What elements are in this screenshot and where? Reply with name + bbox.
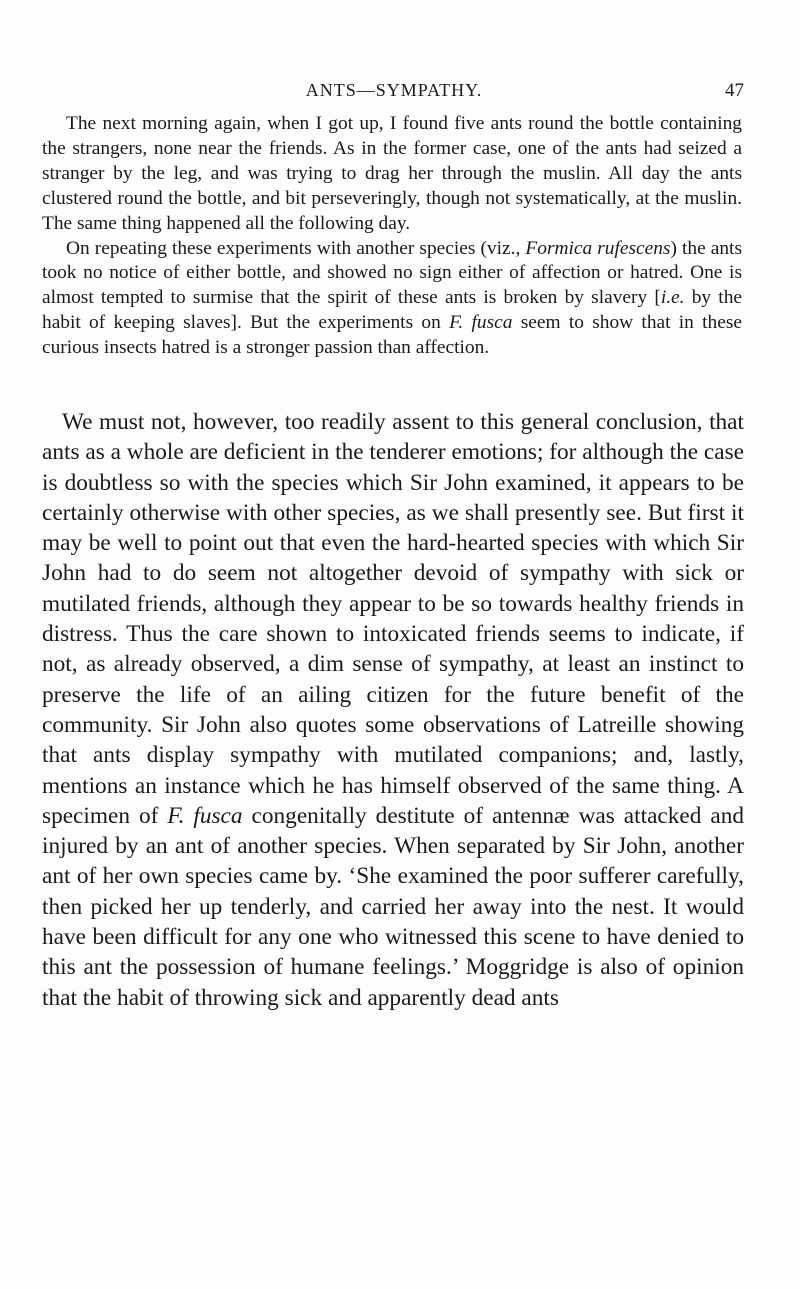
page-number: 47 (725, 80, 744, 101)
ie-abbreviation: i.e. (660, 287, 685, 309)
quote-p2-text-d: seem to show that in these curious insects hatred is a stronger passion than affection. (42, 312, 742, 359)
quote-p1-text: The next morning again, when I got up, I found five ants round the bottle containing the strangers, none near the friends. As in the former case, one of the ants had seized a stranger by the leg, and was trying to drag her through the muslin. All day the ants clustered round the bottle, and bit perseveringly, though not systematically, at the muslin. The same thing happened all the following day. (42, 113, 742, 234)
quote-paragraph-2 (42, 237, 742, 362)
page-header (44, 80, 744, 106)
main-text-a: We must not, however, too readily assent to this general conclusion, that ants as a whole are deficient in the tenderer emotions; for although the case is doubtless so with the species which Sir John examined, it appears to be certainly otherwise with other species, as we shall presently see. But first it may be well to point out that even the hard-hearted species with which Sir John had to do seem not altogether devoid of sympathy with sick or mutilated friends, although they appear to be so towards healthy friends in distress. Thus the care shown to intoxicated friends seems to indicate, if not, as already observed, a dim sense of sympathy, at least an instinct to preserve the life of an ailing citizen for the future benefit of the community. Sir John also quotes some observations of Latreille showing that ants display sympathy with mutilated companions; and, lastly, mentions an instance which he has himself observed of the same thing. A specimen of (42, 409, 744, 829)
main-text-b: congenitally destitute of antennæ was attacked and injured by an ant of another species. When separated by Sir John, another ant of her own species came by. ‘She examined the poor sufferer carefully, then picked her up tenderly, and carried her away into the nest. It would have been difficult for any one who witnessed this scene to have denied to this ant the possession of humane feelings.’ Moggridge is also of opinion that the habit of throwing sick and apparently dead ants (42, 802, 744, 1011)
quote-paragraph-1 (42, 112, 742, 237)
species-name-fusca-main: F. fusca (167, 802, 243, 829)
quote-p2-text-a: On repeating these experiments with another species (viz., (66, 237, 526, 259)
quote-p2-text-b: ) the ants took no notice of either bottle, and showed no sign either of affection or hatred. One is almost tempted to surmise that the spirit of these ants is broken by slavery [ (42, 237, 742, 309)
species-name-rufescens: Formica rufescens (525, 237, 671, 259)
running-head: ANTS—SYMPATHY. (305, 80, 483, 100)
main-text (42, 407, 744, 1013)
species-name-fusca: F. fusca (449, 312, 513, 334)
quote-p2-text-c: by the habit of keeping slaves]. But the experiments on (42, 287, 742, 334)
main-paragraph (42, 407, 744, 1013)
quoted-extract (42, 112, 742, 361)
